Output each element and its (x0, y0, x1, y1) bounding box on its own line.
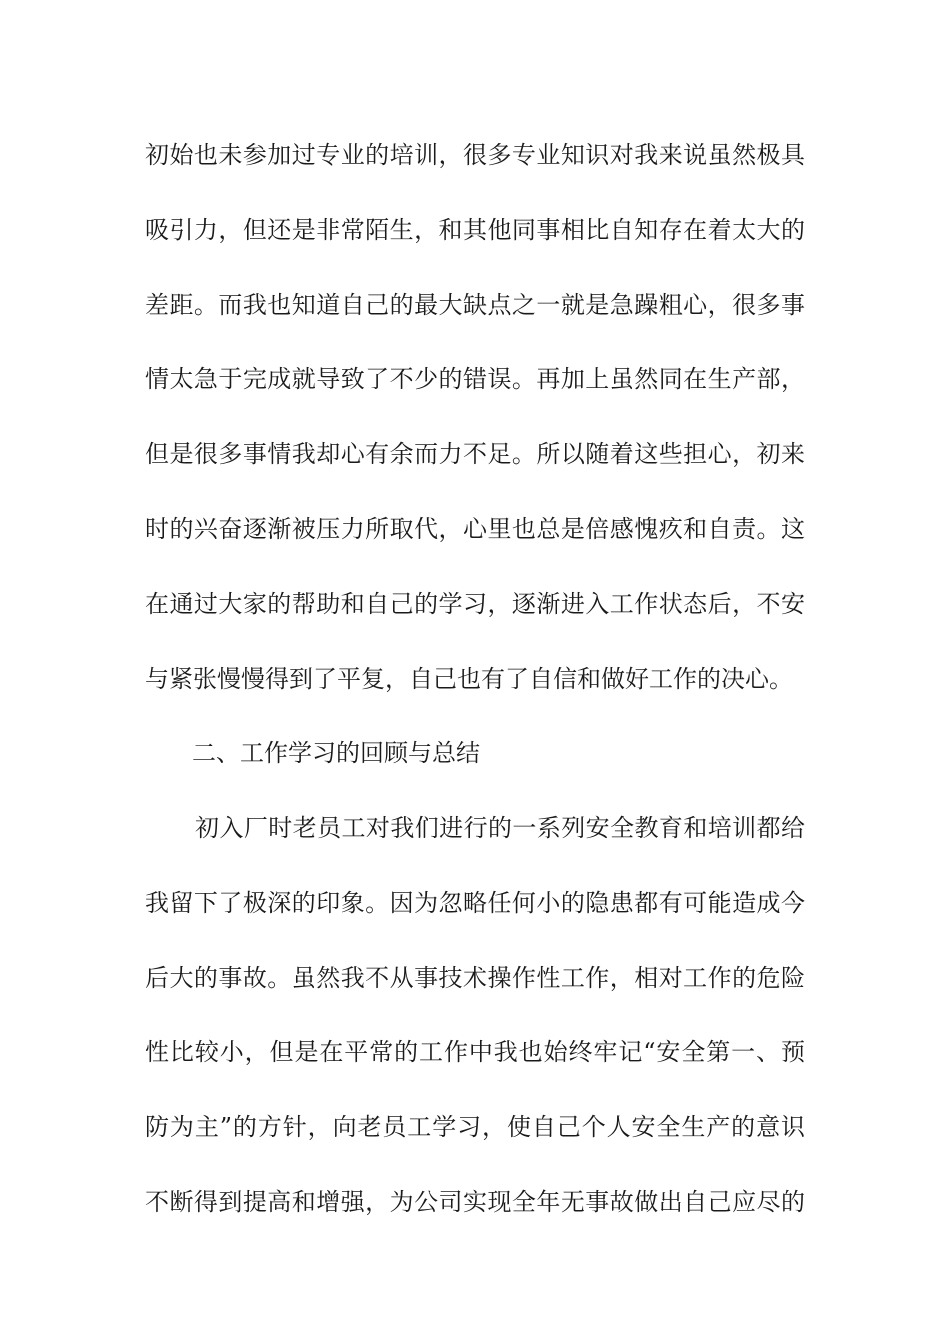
section-heading: 二、工作学习的回顾与总结 (192, 739, 480, 767)
paragraph-2-line-3: 后大的事故。虽然我不从事技术操作性工作，相对工作的危险 (145, 964, 805, 992)
paragraph-1-line-3: 差距。而我也知道自己的最大缺点之一就是急躁粗心，很多事 (145, 291, 805, 319)
paragraph-2-line-6: 不断得到提高和增强，为公司实现全年无事故做出自己应尽的 (145, 1188, 805, 1216)
paragraph-1-line-1: 初始也未参加过专业的培训，很多专业知识对我来说虽然极具 (145, 141, 805, 169)
paragraph-1-line-4: 情太急于完成就导致了不少的错误。再加上虽然同在生产部， (145, 365, 805, 393)
paragraph-2-line-2: 我留下了极深的印象。因为忽略任何小的隐患都有可能造成今 (145, 889, 805, 917)
paragraph-1-line-8: 与紧张慢慢得到了平复，自己也有了自信和做好工作的决心。 (145, 665, 793, 693)
paragraph-1-line-2: 吸引力，但还是非常陌生，和其他同事相比自知存在着太大的 (145, 216, 805, 244)
paragraph-1-line-7: 在通过大家的帮助和自己的学习，逐渐进入工作状态后，不安 (145, 590, 805, 618)
paragraph-2-line-4: 性比较小，但是在平常的工作中我也始终牢记“安全第一、预 (145, 1038, 805, 1066)
paragraph-1-line-6: 时的兴奋逐渐被压力所取代，心里也总是倍感愧疚和自责。这 (145, 515, 805, 543)
paragraph-1-line-5: 但是很多事情我却心有余而力不足。所以随着这些担心，初来 (145, 440, 805, 468)
paragraph-2-line-5: 防为主”的方针，向老员工学习，使自己个人安全生产的意识 (145, 1113, 805, 1141)
paragraph-2-line-1: 初入厂时老员工对我们进行的一系列安全教育和培训都给 (195, 814, 805, 842)
